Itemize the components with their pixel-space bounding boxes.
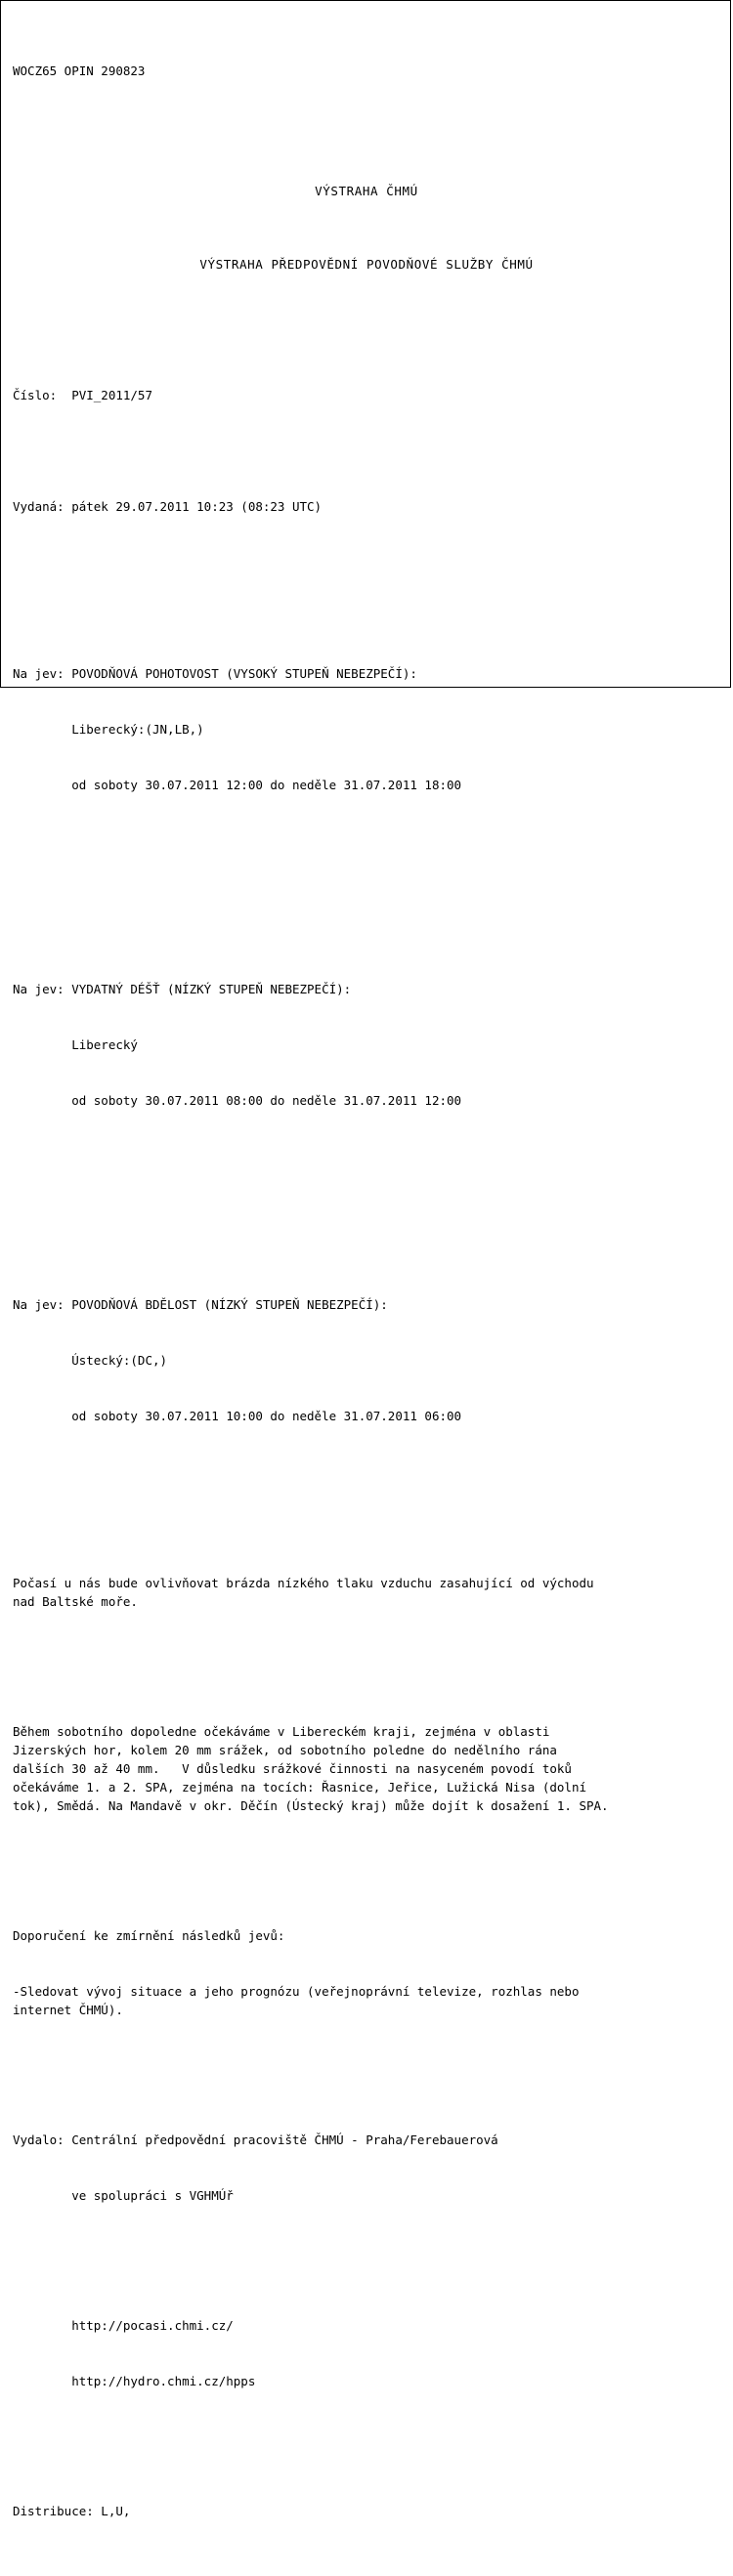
event-validity: od soboty 30.07.2011 12:00 do neděle 31.07.2011 18:00 xyxy=(13,778,462,792)
recommendation-title: Doporučení ke zmírnění následků jevů: xyxy=(13,1928,285,1943)
document-body xyxy=(1,1,730,2576)
spacer xyxy=(13,553,720,571)
bulletin-header-code: WOCZ65 OPIN 290823 xyxy=(13,63,146,78)
spacer xyxy=(13,1648,720,1667)
event-regions: Liberecký xyxy=(13,1037,138,1052)
recommendation-body: -Sledovat vývoj situace a jeho prognózu (veřejnoprávní televize, rozhlas nebo internet ČHMÚ). xyxy=(13,1984,580,2017)
spacer xyxy=(13,1852,720,1871)
event-headline: Na jev: POVODŇOVÁ BDĚLOST (NÍZKÝ STUPEŇ NEBEZPEČÍ): xyxy=(13,1297,388,1312)
spacer xyxy=(13,1184,720,1203)
document-title-block xyxy=(13,145,720,330)
event-regions: Liberecký:(JN,LB,) xyxy=(13,722,204,737)
spacer xyxy=(13,868,720,887)
event-regions: Ústecký:(DC,) xyxy=(13,1353,168,1368)
event-block xyxy=(13,1258,720,1462)
link-hpps[interactable]: http://hydro.chmi.cz/hpps xyxy=(13,2374,256,2388)
spacer xyxy=(13,2428,720,2446)
event-headline: Na jev: POVODŇOVÁ POHOTOVOST (VYSOKÝ STUPEŇ NEBEZPEČÍ): xyxy=(13,666,417,681)
spacer xyxy=(13,442,720,460)
event-validity: od soboty 30.07.2011 10:00 do neděle 31.07.2011 06:00 xyxy=(13,1409,462,1423)
spacer xyxy=(13,2056,720,2075)
link-pocasi[interactable]: http://pocasi.chmi.cz/ xyxy=(13,2318,234,2333)
issue-datetime: Vydaná: pátek 29.07.2011 10:23 (08:23 UTC) xyxy=(13,499,323,514)
spacer xyxy=(13,1499,720,1518)
event-block xyxy=(13,627,720,831)
issuing-cooperation-line: ve spolupráci s VGHMÚř xyxy=(13,2188,234,2203)
page-subtitle: VÝSTRAHA PŘEDPOVĚDNÍ POVODŇOVÉ SLUŽBY ČHMÚ xyxy=(199,257,534,272)
bulletin-number: Číslo: PVI_2011/57 xyxy=(13,388,152,402)
event-validity: od soboty 30.07.2011 08:00 do neděle 31.07.2011 12:00 xyxy=(13,1093,462,1108)
issuing-office-line: Vydalo: Centrální předpovědní pracoviště ČHMÚ - Praha/Ferebauerová xyxy=(13,2133,498,2147)
event-headline: Na jev: VYDATNÝ DÉŠŤ (NÍZKÝ STUPEŇ NEBEZPEČÍ): xyxy=(13,982,352,996)
forecast-text: Během sobotního dopoledne očekáváme v Libereckém kraji, zejména v oblasti Jizerských hor, kolem 20 mm srážek, od sobotního poledne do nedělního rána dalších 30 až 40 mm. V důsledku srážkové činnosti na nasyceném povodí toků očekáváme 1. a 2. SPA, zejména na tocích: Řasnice, Jeřice, Lužická Nisa (dolní tok), Smědá. Na Mandavě v okr. Děčín (Ústecký kraj) může dojít k dosažení 1. SPA. xyxy=(13,1724,609,1813)
synopsis-text: Počasí u nás bude ovlivňovat brázda nízkého tlaku vzduchu zasahující od východu nad Baltské moře. xyxy=(13,1576,594,1609)
spacer xyxy=(13,2242,720,2260)
distribution-line: Distribuce: L,U, xyxy=(13,2504,131,2518)
page-title: VÝSTRAHA ČHMÚ xyxy=(315,184,418,198)
event-block xyxy=(13,943,720,1147)
